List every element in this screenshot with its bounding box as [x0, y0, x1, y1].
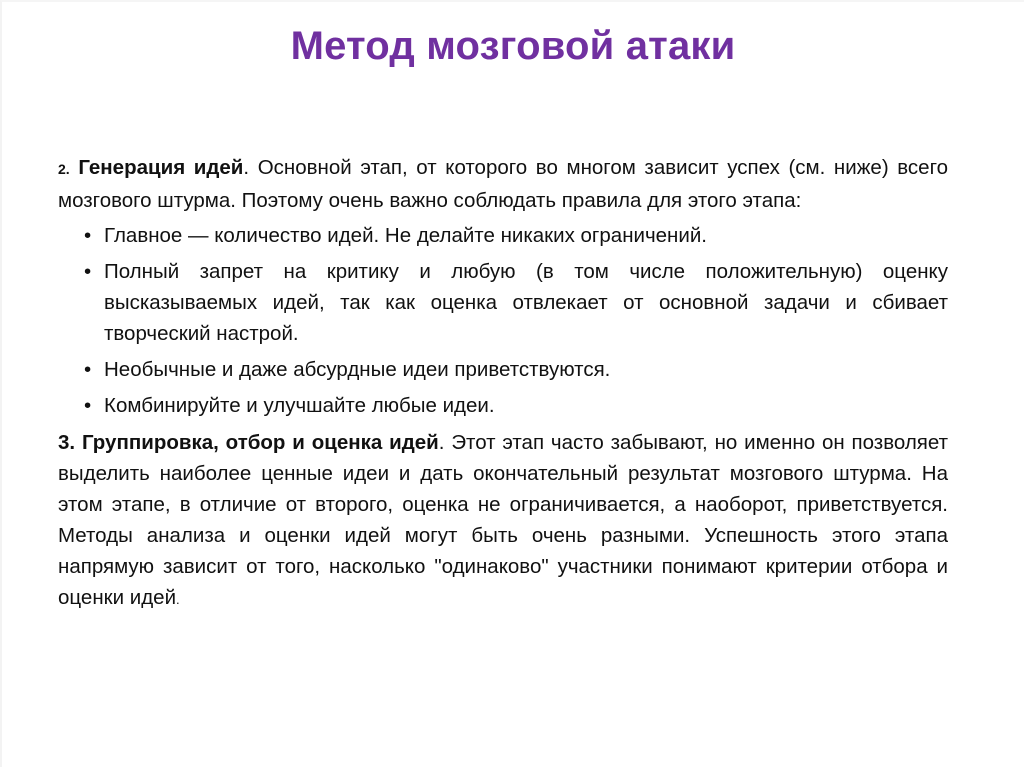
bullet-text: Полный запрет на критику и любую (в том числе положительную) оценку высказываемых идей, так как оценка отвлекает от основной задачи и сбивает творческий настрой. [104, 260, 948, 345]
bullet-item [84, 256, 948, 349]
section-3-end-mark: . [176, 592, 180, 607]
section-3-paragraph [58, 427, 948, 615]
section-2-heading: Генерация идей [78, 156, 244, 179]
section-3-heading-suffix: . [438, 431, 445, 454]
section-2-paragraph [58, 152, 948, 216]
bullet-item [84, 354, 948, 385]
section-3-number: 3. [58, 431, 76, 454]
section-2-text: Основной этап, от которого во многом зависит успех (см. ниже) всего мозгового штурма. Поэтому очень важно соблюдать правила для этого этапа: [58, 156, 948, 212]
bullet-icon: • [84, 358, 92, 381]
bullet-icon: • [84, 260, 92, 283]
section-2-bullet-list [58, 220, 948, 421]
section-2-number: 2. [58, 161, 70, 177]
bullet-text: Комбинируйте и улучшайте любые идеи. [104, 394, 495, 417]
bullet-text: Необычные и даже абсурдные идеи приветствуются. [104, 358, 611, 381]
slide-body [58, 152, 948, 615]
slide-title: Метод мозговой атаки [290, 24, 736, 68]
bullet-text: Главное — количество идей. Не делайте никаких ограничений. [104, 224, 707, 247]
bullet-icon: • [84, 224, 92, 247]
section-3-text: Этот этап часто забывают, но именно он позволяет выделить наиболее ценные идеи и дать окончательный результат мозгового штурма. На этом этапе, в отличие от второго, оценка не ограничивается, а наоборот, приветствуется. Методы анализа и оценки идей могут быть очень разными. Успешность этого этапа напрямую зависит от того, насколько "одинаково" участники понимают критерии отбора и оценки идей [58, 431, 948, 609]
section-3-heading: Группировка, отбор и оценка идей [81, 431, 439, 454]
bullet-icon: • [84, 394, 92, 417]
bullet-item [84, 390, 948, 421]
section-2-heading-suffix: . [243, 156, 250, 179]
bullet-item [84, 220, 948, 251]
